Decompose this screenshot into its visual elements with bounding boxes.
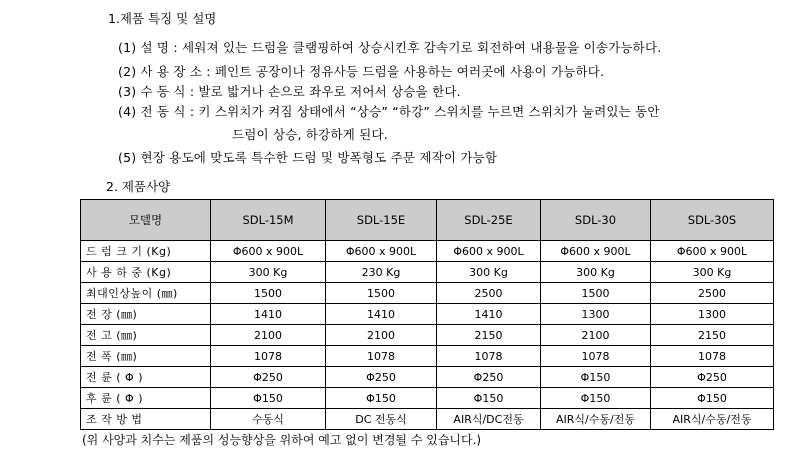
table-cell: Φ150: [326, 388, 437, 409]
row-label: 전 륜 ( Φ ): [81, 367, 211, 388]
table-cell: 1500: [211, 283, 326, 304]
table-cell: 300 Kg: [541, 262, 651, 283]
feature-line-custom-order: (5) 현장 용도에 맞도록 특수한 드럼 및 방폭형도 주문 제작이 가능함: [118, 150, 498, 165]
feature-line-electric-type-continued: 드럼이 상승, 하강하게 된다.: [232, 127, 388, 142]
table-cell: 1078: [437, 346, 541, 367]
table-cell: 1078: [541, 346, 651, 367]
table-cell: 230 Kg: [326, 262, 437, 283]
feature-line-electric-type: (4) 전 동 식 : 키 스위치가 켜짐 상태에서 “상승” “하강” 스위치를 누르면 스위치가 눌려있는 동안: [118, 104, 660, 119]
table-cell: AIR식/수동/전동: [541, 409, 651, 430]
table-cell: 1500: [326, 283, 437, 304]
table-row: [81, 283, 774, 304]
header-sdl-15m: SDL-15M: [211, 200, 326, 241]
table-cell: 1078: [326, 346, 437, 367]
row-label: 사 용 하 중 (Kg): [81, 262, 211, 283]
table-row: [81, 241, 774, 262]
table-cell: 1300: [541, 304, 651, 325]
disclaimer-note: (위 사양과 치수는 제품의 성능향상을 위하여 예고 없이 변경될 수 있습니다.): [82, 433, 482, 447]
feature-line-manual-type: (3) 수 동 식 : 발로 밟거나 손으로 좌우로 저어서 상승을 한다.: [118, 84, 461, 99]
table-cell: Φ250: [437, 367, 541, 388]
table-cell: Φ150: [211, 388, 326, 409]
table-row: [81, 325, 774, 346]
table-cell: Φ150: [541, 367, 651, 388]
table-cell: 2100: [211, 325, 326, 346]
feature-line-usage-place: (2) 사 용 장 소 : 페인트 공장이나 정유사등 드럼을 사용하는 여러곳에 사용이 가능하다.: [118, 64, 605, 79]
table-cell: Φ600 x 900L: [326, 241, 437, 262]
table-cell: AIR식/DC전동: [437, 409, 541, 430]
table-cell: AIR식/수동/전동: [651, 409, 774, 430]
section-2-title: 2. 제품사양: [106, 179, 171, 194]
table-cell: 1500: [541, 283, 651, 304]
row-label: 전 폭 (㎜): [81, 346, 211, 367]
table-row: [81, 304, 774, 325]
feature-line-description: (1) 설 명 : 세워져 있는 드럼을 클램핑하여 상승시킨후 감속기로 회전하여 내용물을 이송가능하다.: [118, 40, 662, 55]
table-cell: Φ600 x 900L: [541, 241, 651, 262]
table-cell: 300 Kg: [211, 262, 326, 283]
spec-table-header-row: [81, 200, 774, 241]
header-sdl-30: SDL-30: [541, 200, 651, 241]
table-cell: 2500: [651, 283, 774, 304]
row-label: 전 장 (㎜): [81, 304, 211, 325]
table-cell: 1410: [326, 304, 437, 325]
header-sdl-15e: SDL-15E: [326, 200, 437, 241]
table-cell: Φ150: [541, 388, 651, 409]
table-cell: 1300: [651, 304, 774, 325]
section-1-title: 1.제품 특징 및 설명: [108, 11, 217, 26]
table-cell: Φ600 x 900L: [437, 241, 541, 262]
row-label: 최대인상높이 (㎜): [81, 283, 211, 304]
table-cell: Φ250: [326, 367, 437, 388]
table-cell: 2150: [651, 325, 774, 346]
header-sdl-30s: SDL-30S: [651, 200, 774, 241]
table-cell: 2500: [437, 283, 541, 304]
table-cell: 1078: [211, 346, 326, 367]
table-row: [81, 367, 774, 388]
row-label: 전 고 (㎜): [81, 325, 211, 346]
table-cell: Φ150: [651, 388, 774, 409]
header-sdl-25e: SDL-25E: [437, 200, 541, 241]
table-cell: Φ600 x 900L: [651, 241, 774, 262]
table-row: [81, 346, 774, 367]
table-cell: 2100: [541, 325, 651, 346]
row-label: 드 럼 크 기 (Kg): [81, 241, 211, 262]
row-label: 후 륜 ( Φ ): [81, 388, 211, 409]
table-row: [81, 388, 774, 409]
table-cell: Φ250: [651, 367, 774, 388]
table-row: [81, 262, 774, 283]
table-cell: Φ150: [437, 388, 541, 409]
table-cell: 2100: [326, 325, 437, 346]
spec-table: [80, 199, 774, 430]
row-label: 조 작 방 법: [81, 409, 211, 430]
table-cell: Φ600 x 900L: [211, 241, 326, 262]
header-model: 모델명: [81, 200, 211, 241]
table-cell: Φ250: [211, 367, 326, 388]
table-row: [81, 409, 774, 430]
table-cell: 수동식: [211, 409, 326, 430]
table-cell: 1410: [437, 304, 541, 325]
table-cell: DC 전동식: [326, 409, 437, 430]
table-cell: 300 Kg: [437, 262, 541, 283]
table-cell: 1410: [211, 304, 326, 325]
table-cell: 1078: [651, 346, 774, 367]
table-cell: 2150: [437, 325, 541, 346]
table-cell: 300 Kg: [651, 262, 774, 283]
